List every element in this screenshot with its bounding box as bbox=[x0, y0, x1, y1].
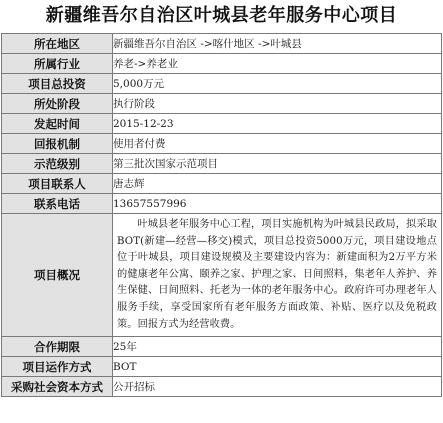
row-label: 回报机制 bbox=[2, 134, 113, 154]
table-row-total-investment bbox=[2, 74, 442, 94]
table-row-procurement-method bbox=[2, 377, 442, 397]
row-label: 发起时间 bbox=[2, 114, 113, 134]
table-row-region bbox=[2, 34, 442, 54]
table-row-operation-mode bbox=[2, 357, 442, 377]
row-label: 示范级别 bbox=[2, 154, 113, 174]
row-label: 项目总投资 bbox=[2, 74, 113, 94]
table-row-stage bbox=[2, 94, 442, 114]
row-value: 使用者付费 bbox=[113, 134, 442, 154]
row-value: 唐志辉 bbox=[113, 174, 442, 194]
row-label: 项目联系人 bbox=[2, 174, 113, 194]
row-value: 新疆维吾尔自治区 ->喀什地区 ->叶城县 bbox=[113, 34, 442, 54]
table-row-demo-level bbox=[2, 154, 442, 174]
table-row-overview bbox=[2, 214, 442, 337]
row-value: 2015-12-23 bbox=[113, 114, 442, 134]
row-label: 合作期限 bbox=[2, 337, 113, 357]
row-value: BOT bbox=[113, 357, 442, 377]
project-info-table bbox=[1, 33, 442, 397]
row-value: 执行阶段 bbox=[113, 94, 442, 114]
table-row-contact-person bbox=[2, 174, 442, 194]
page-title: 新疆维吾尔自治区叶城县老年服务中心项目 bbox=[45, 5, 398, 26]
row-label: 所在地区 bbox=[2, 34, 113, 54]
row-label: 采购社会资本方式 bbox=[2, 377, 113, 397]
row-value: 25年 bbox=[113, 337, 442, 357]
row-value-overview: 叶城县老年服务中心工程，项目实施机构为叶城县民政局，拟采取BOT(新建—经营—移交)模式，项目总投资5000万元，项目建设地点位于叶城县，项目建设规模及主要建设内容为：新建面积为2万平方米的健康老年公寓、颐养之家、护理之家、日间照料，集老年人养护、养生保健、日间照料、托老为一体的老年服务中心。政府许可办理老年人服务手续，享受国家所有老年服务方面政策、补贴、医疗以及免税政策。回报方式为经营收费。 bbox=[113, 214, 442, 337]
table-row-industry bbox=[2, 54, 442, 74]
row-label: 项目运作方式 bbox=[2, 357, 113, 377]
row-value: 13657557996 bbox=[113, 194, 442, 214]
row-label: 所处阶段 bbox=[2, 94, 113, 114]
table-row-cooperation-period bbox=[2, 337, 442, 357]
row-label: 所属行业 bbox=[2, 54, 113, 74]
row-value: 第三批次国家示范项目 bbox=[113, 154, 442, 174]
table-row-return-mechanism bbox=[2, 134, 442, 154]
table-row-phone bbox=[2, 194, 442, 214]
table-row-launch-date bbox=[2, 114, 442, 134]
row-label: 项目概况 bbox=[2, 214, 113, 337]
row-value: 5,000万元 bbox=[113, 74, 442, 94]
row-value: 公开招标 bbox=[113, 377, 442, 397]
row-label: 联系电话 bbox=[2, 194, 113, 214]
row-value: 养老->养老业 bbox=[113, 54, 442, 74]
